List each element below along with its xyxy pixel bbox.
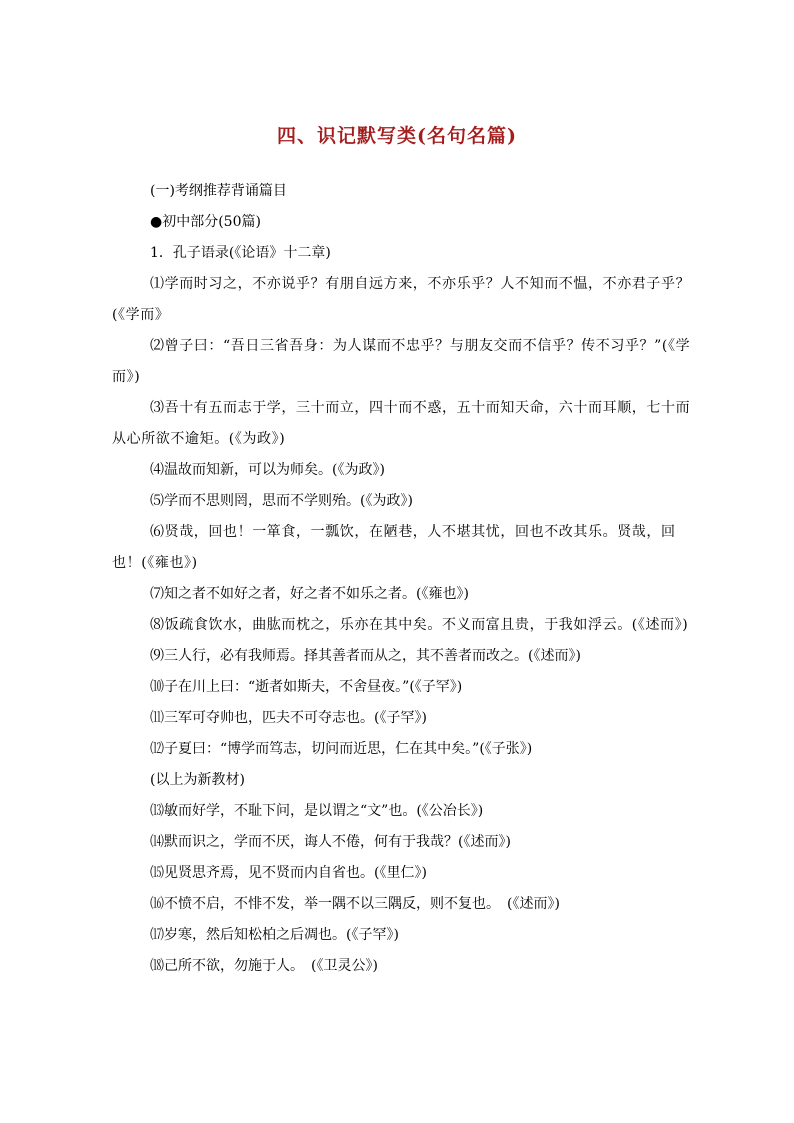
quote-paragraph: ⒅己所不欲，勿施于人。 (《卫灵公》) xyxy=(150,958,378,974)
quote-paragraph: ⑺知之者不如好之者，好之者不如乐之者。(《雍也》) xyxy=(150,586,469,602)
subsection-heading: ●初中部分(50篇) xyxy=(150,214,261,230)
quote-paragraph: ⑷温故而知新，可以为师矣。(《为政》) xyxy=(150,462,385,478)
quote-paragraph: ⒃不愤不启，不悱不发，举一隅不以三隅反，则不复也。 (《述而》) xyxy=(150,896,560,912)
quote-paragraph: ⑽子在川上曰：“逝者如斯夫，不舍昼夜。”(《子罕》) xyxy=(150,679,463,695)
quote-paragraph: ⑸学而不思则罔，思而不学则殆。(《为政》) xyxy=(150,493,413,509)
quote-paragraph: ⑶吾十有五而志于学，三十而立，四十而不惑，五十而知天命，六十而耳顺，七十而从心所欲不逾矩。(《为政》) xyxy=(112,400,691,447)
page-title: 四、识记默写类(名句名篇) xyxy=(277,125,517,147)
document-body xyxy=(112,176,692,982)
quote-paragraph: ⑻饭疏食饮水，曲肱而枕之，乐亦在其中矣。不义而富且贵，于我如浮云。(《述而》) xyxy=(150,617,689,633)
quote-paragraph: ⑹贤哉，回也！一箪食，一瓢饮，在陋巷，人不堪其忧，回也不改其乐。贤哉，回也！(《雍也》) xyxy=(112,524,676,571)
quote-paragraph: ⒁默而识之，学而不厌，诲人不倦，何有于我哉？(《述而》) xyxy=(150,834,511,850)
item-heading: 1．孔子语录(《论语》十二章) xyxy=(150,245,331,261)
quote-paragraph: ⒄岁寒，然后知松柏之后凋也。(《子罕》) xyxy=(150,927,399,943)
quote-paragraph: ⑼三人行，必有我师焉。择其善者而从之，其不善者而改之。(《述而》) xyxy=(150,648,581,664)
quote-paragraph: ⑿子夏曰：“博学而笃志，切问而近思，仁在其中矣。”(《子张》) xyxy=(150,741,533,757)
quote-paragraph: ⑾三军可夺帅也，匹夫不可夺志也。(《子罕》) xyxy=(150,710,427,726)
quote-paragraph: ⒀敏而好学，不耻下问，是以谓之“文”也。(《公冶长》) xyxy=(150,803,484,819)
quote-paragraph: ⑵曾子曰：“吾日三省吾身：为人谋而不忠乎？与朋友交而不信乎？传不习乎？”(《学而》) xyxy=(112,338,691,385)
quote-paragraph: ⒂见贤思齐焉，见不贤而内自省也。(《里仁》) xyxy=(150,865,427,881)
quote-paragraph: ⑴学而时习之，不亦说乎？有朋自远方来，不亦乐乎？人不知而不愠，不亦君子乎？(《学而》 xyxy=(112,276,691,323)
section-heading: (一)考纲推荐背诵篇目 xyxy=(150,183,287,199)
note-text: (以上为新教材) xyxy=(150,772,245,788)
